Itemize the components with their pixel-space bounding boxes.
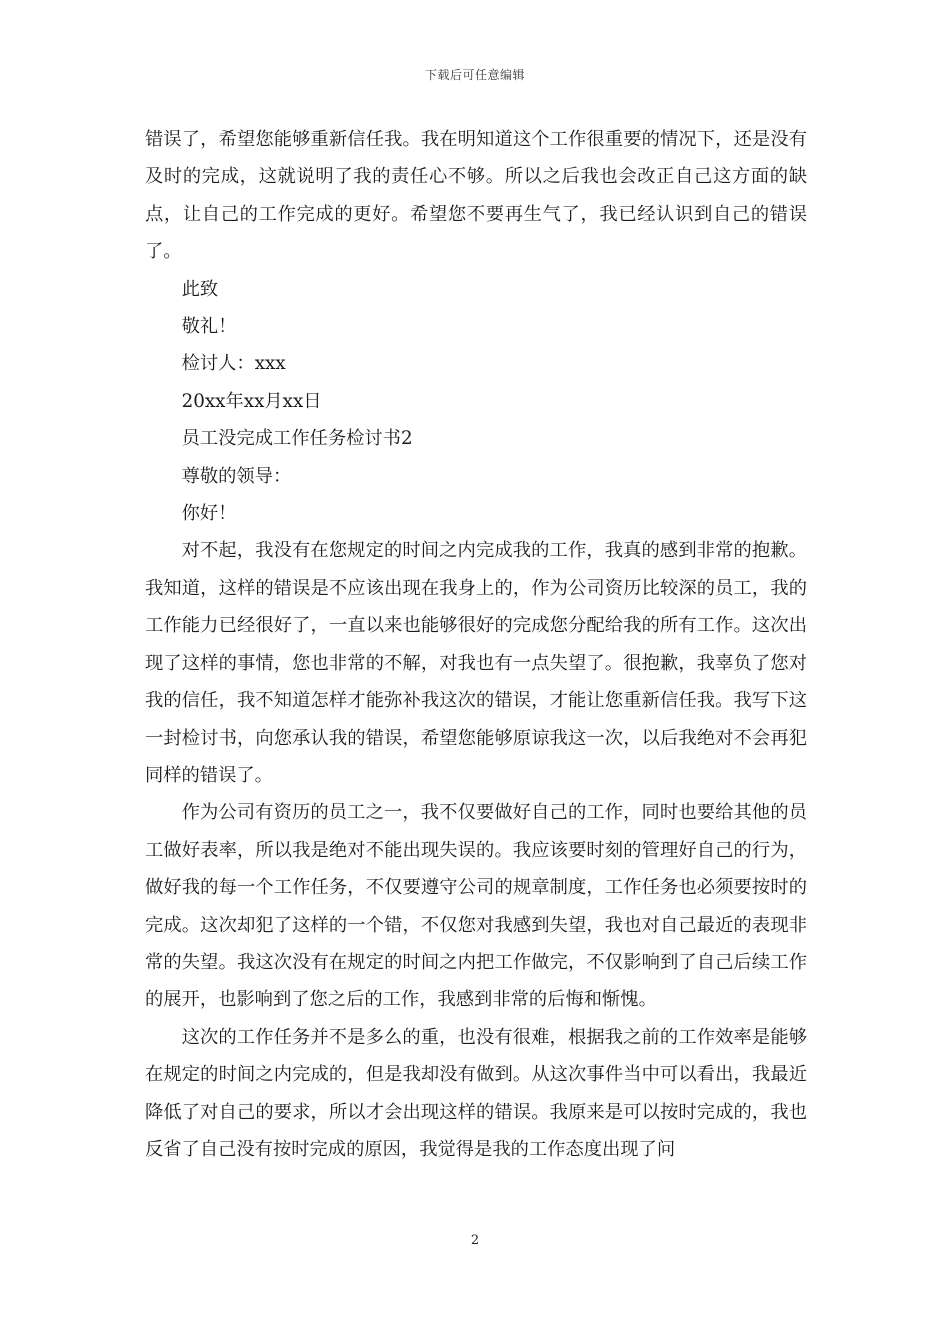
section-title: 员工没完成工作任务检讨书2 (181, 428, 413, 450)
document-body (145, 121, 807, 1168)
body-paragraph: 作为公司有资历的员工之一，我不仅要做好自己的工作，同时也要给其他的员工做好表率，所以我是绝对不能出现失误的。我应该要时刻的管理好自己的行为，做好我的每一个工作任务，不仅要遵守公司的规章制度，工作任务也必须要按时的完成。这次却犯了这样的一个错，不仅您对我感到失望，我也对自己最近的表现非常的失望。我这次没有在规定的时间之内把工作做完，不仅影响到了自己后续工作的展开，也影响到了您之后的工作，我感到非常的后悔和惭愧。 (145, 802, 807, 1011)
continuation-paragraph: 错误了，希望您能够重新信任我。我在明知道这个工作很重要的情况下，还是没有及时的完成，这就说明了我的责任心不够。所以之后我也会改正自己这方面的缺点，让自己的工作完成的更好。希望您不要再生气了，我已经认识到自己的错误了。 (145, 129, 807, 263)
page-header: 下载后可任意编辑 (424, 68, 525, 82)
closing-line: 此致 (181, 278, 219, 300)
page-number: 2 (470, 1233, 480, 1248)
date-line: 20xx年xx月xx日 (181, 390, 322, 412)
greeting-line: 你好！ (181, 503, 237, 525)
body-paragraph: 对不起，我没有在您规定的时间之内完成我的工作，我真的感到非常的抱歉。我知道，这样的错误是不应该出现在我身上的，作为公司资历比较深的员工，我的工作能力已经很好了，一直以来也能够很好的完成您分配给我的所有工作。这次出现了这样的事情，您也非常的不解，对我也有一点失望了。很抱歉，我辜负了您对我的信任，我不知道怎样才能弥补我这次的错误，才能让您重新信任我。我写下这一封检讨书，向您承认我的错误，希望您能够原谅我这一次，以后我绝对不会再犯同样的错误了。 (145, 540, 807, 786)
body-paragraph: 这次的工作任务并不是多么的重，也没有很难，根据我之前的工作效率是能够在规定的时间之内完成的，但是我却没有做到。从这次事件当中可以看出，我最近降低了对自己的要求，所以才会出现这样的错误。我原来是可以按时完成的，我也反省了自己没有按时完成的原因，我觉得是我的工作态度出现了问 (145, 1026, 807, 1160)
addressee-line: 尊敬的领导： (181, 465, 292, 487)
salute-line: 敬礼！ (181, 316, 237, 338)
signer-line: 检讨人：xxx (181, 353, 286, 375)
